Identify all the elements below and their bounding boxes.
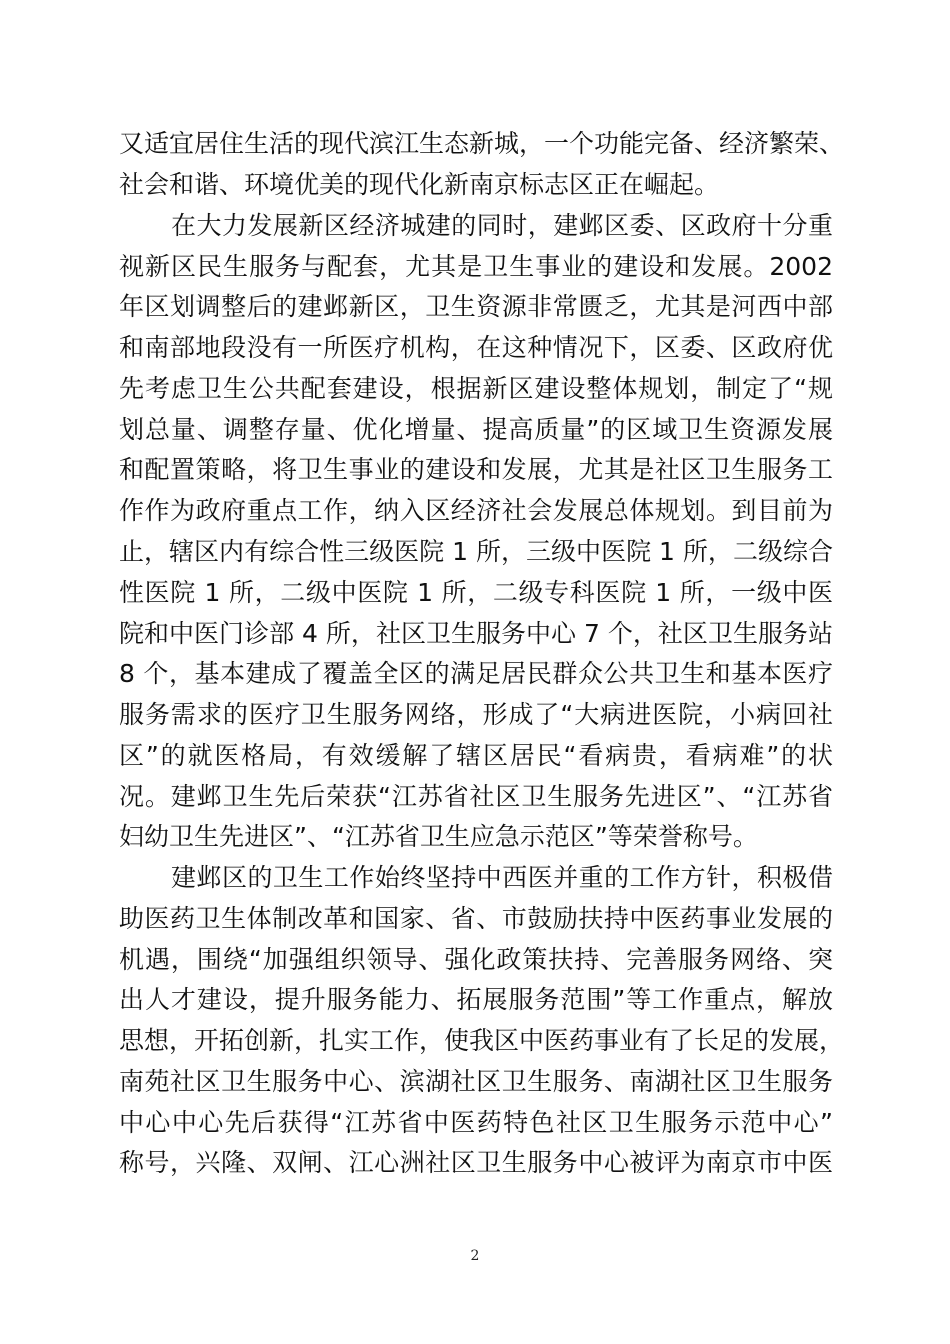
text-line: 妇幼卫生先进区”、“江苏省卫生应急示范区”等荣誉称号。 [119, 822, 758, 851]
text-line: 作作为政府重点工作，纳入区经济社会发展总体规划。到目前为 [119, 496, 833, 525]
text-line: 服务需求的医疗卫生服务网络，形成了“大病进医院，小病回社 [119, 700, 833, 729]
text-line: 况。建邺卫生先后荣获“江苏省社区卫生服务先进区”、“江苏省 [119, 782, 833, 811]
text-line: 中心中心先后获得“江苏省中医药特色社区卫生服务示范中心” [119, 1108, 833, 1137]
text-line: 机遇，围绕“加强组织领导、强化政策扶持、完善服务网络、突 [119, 945, 833, 974]
text-line: 先考虑卫生公共配套建设，根据新区建设整体规划，制定了“规 [119, 374, 833, 403]
text-line: 建邺区的卫生工作始终坚持中西医并重的工作方针，积极借 [171, 863, 833, 892]
page-number: 2 [470, 1248, 480, 1264]
text-line: 助医药卫生体制改革和国家、省、市鼓励扶持中医药事业发展的 [119, 904, 833, 933]
text-line: 社会和谐、环境优美的现代化新南京标志区正在崛起。 [119, 170, 720, 199]
text-line: 和南部地段没有一所医疗机构，在这种情况下，区委、区政府优 [119, 333, 833, 362]
text-line: 出人才建设，提升服务能力、拓展服务范围”等工作重点，解放 [119, 985, 833, 1014]
text-line: 性医院 1 所，二级中医院 1 所，二级专科医院 1 所，一级中医 [119, 578, 833, 607]
text-line: 思想，开拓创新，扎实工作，使我区中医药事业有了长足的发展， [119, 1026, 845, 1055]
text-line: 8 个，基本建成了覆盖全区的满足居民群众公共卫生和基本医疗 [119, 659, 833, 688]
text-line: 年区划调整后的建邺新区，卫生资源非常匮乏，尤其是河西中部 [119, 292, 833, 321]
text-line: 止，辖区内有综合性三级医院 1 所，三级中医院 1 所，二级综合 [119, 537, 833, 566]
text-line: 区”的就医格局，有效缓解了辖区居民“看病贵，看病难”的状 [119, 741, 833, 770]
text-line: 划总量、调整存量、优化增量、提高质量”的区域卫生资源发展 [119, 415, 833, 444]
text-line: 和配置策略，将卫生事业的建设和发展，尤其是社区卫生服务工 [119, 455, 833, 484]
text-line: 又适宜居住生活的现代滨江生态新城，一个功能完备、经济繁荣、 [119, 129, 845, 158]
text-line: 视新区民生服务与配套，尤其是卫生事业的建设和发展。2002 [119, 252, 833, 281]
text-line: 院和中医门诊部 4 所，社区卫生服务中心 7 个，社区卫生服务站 [119, 619, 833, 648]
text-line: 南苑社区卫生服务中心、滨湖社区卫生服务、南湖社区卫生服务 [119, 1067, 833, 1096]
text-line: 称号，兴隆、双闸、江心洲社区卫生服务中心被评为南京市中医 [119, 1148, 833, 1177]
text-line: 在大力发展新区经济城建的同时，建邺区委、区政府十分重 [171, 211, 833, 240]
